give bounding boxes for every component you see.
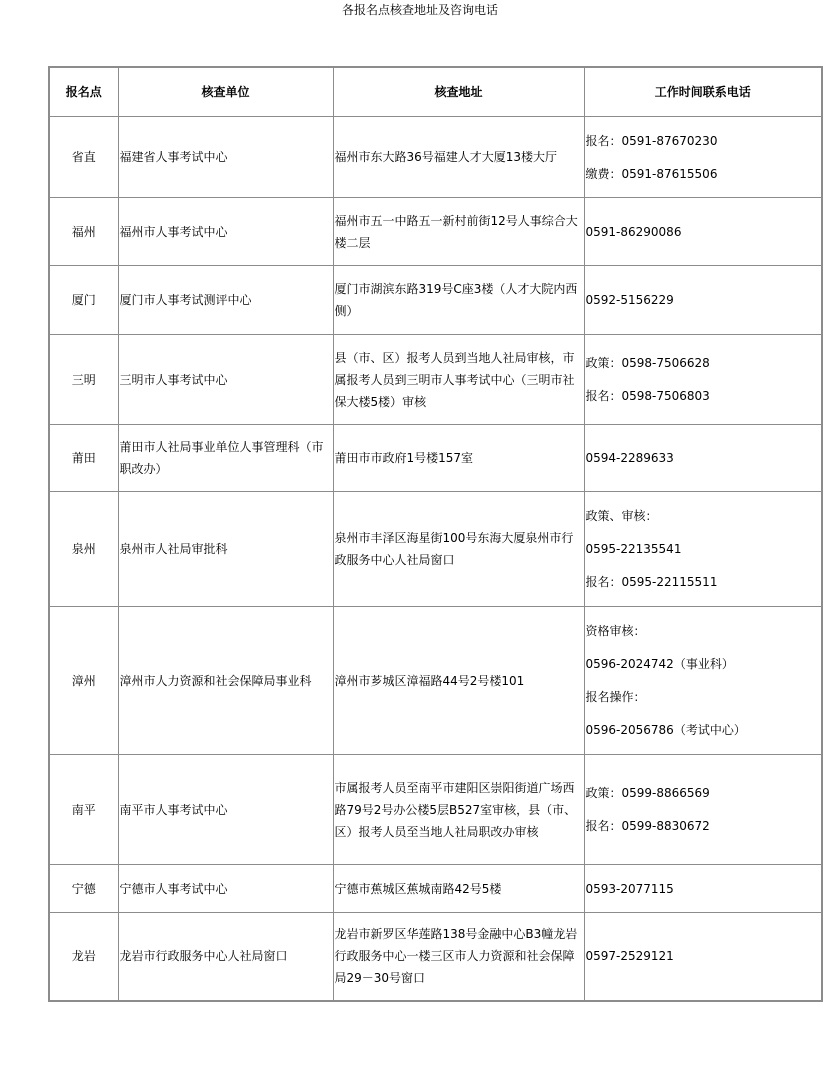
phone-cell [584, 117, 822, 198]
table-body [49, 117, 822, 1001]
unit-cell: 漳州市人力资源和社会保障局事业科 [118, 607, 333, 755]
phone-line: 政策、审核： [585, 509, 658, 523]
site-cell: 省直 [49, 117, 118, 198]
phone-cell [584, 266, 822, 335]
phone-cell [584, 755, 822, 865]
unit-cell: 龙岩市行政服务中心人社局窗口 [118, 913, 333, 1001]
table-header-row [49, 67, 822, 117]
table-row [49, 492, 822, 607]
address-cell: 漳州市芗城区漳福路44号2号楼101 [333, 607, 584, 755]
phone-line: 0595-22135541 [585, 542, 682, 556]
table-row [49, 755, 822, 865]
unit-cell: 厦门市人事考试测评中心 [118, 266, 333, 335]
phone-cell [584, 607, 822, 755]
phone-line: 报名操作： [585, 690, 646, 704]
table-row [49, 425, 822, 492]
address-cell: 福州市东大路36号福建人才大厦13楼大厅 [333, 117, 584, 198]
phone-cell [584, 913, 822, 1001]
site-cell: 莆田 [49, 425, 118, 492]
address-cell: 莆田市市政府1号楼157室 [333, 425, 584, 492]
phone-line: 0592-5156229 [585, 293, 674, 307]
phone-line: 0596-2024742（事业科） [585, 657, 734, 671]
header-site: 报名点 [49, 67, 118, 117]
phone-cell [584, 492, 822, 607]
phone-line: 报名：0595-22115511 [585, 575, 718, 589]
unit-cell: 宁德市人事考试中心 [118, 865, 333, 913]
site-cell: 龙岩 [49, 913, 118, 1001]
phone-cell [584, 335, 822, 425]
address-cell: 厦门市湖滨东路319号C座3楼（人才大院内西侧） [333, 266, 584, 335]
unit-cell: 泉州市人社局审批科 [118, 492, 333, 607]
table-row [49, 335, 822, 425]
phone-cell [584, 425, 822, 492]
phone-line: 资格审核： [585, 624, 646, 638]
address-cell: 市属报考人员至南平市建阳区崇阳街道广场西路79号2号办公楼5层B527室审核，县（市、区）报考人员至当地人社局职改办审核 [333, 755, 584, 865]
phone-line: 政策：0599-8866569 [585, 786, 710, 800]
phone-line: 0597-2529121 [585, 949, 674, 964]
site-cell: 漳州 [49, 607, 118, 755]
table-row [49, 607, 822, 755]
address-cell: 宁德市蕉城区蕉城南路42号5楼 [333, 865, 584, 913]
site-cell: 南平 [49, 755, 118, 865]
unit-cell: 福建省人事考试中心 [118, 117, 333, 198]
header-phone: 工作时间联系电话 [584, 67, 822, 117]
phone-line: 缴费：0591-87615506 [585, 166, 718, 181]
table-row [49, 198, 822, 266]
phone-line: 0591-86290086 [585, 224, 682, 239]
address-cell: 龙岩市新罗区华莲路138号金融中心B3幢龙岩行政服务中心一楼三区市人力资源和社会保障局29－30号窗口 [333, 913, 584, 1001]
table-row [49, 865, 822, 913]
site-cell: 福州 [49, 198, 118, 266]
address-cell: 福州市五一中路五一新村前街12号人事综合大楼二层 [333, 198, 584, 266]
table-row [49, 117, 822, 198]
phone-line: 政策：0598-7506628 [585, 356, 710, 370]
site-cell: 泉州 [49, 492, 118, 607]
phone-line: 报名：0598-7506803 [585, 389, 710, 403]
phone-line: 0594-2289633 [585, 451, 674, 465]
contact-table [48, 66, 823, 1002]
unit-cell: 莆田市人社局事业单位人事管理科（市职改办） [118, 425, 333, 492]
address-cell: 泉州市丰泽区海星街100号东海大厦泉州市行政服务中心人社局窗口 [333, 492, 584, 607]
phone-line: 0596-2056786（考试中心） [585, 723, 746, 737]
table-row [49, 913, 822, 1001]
phone-cell [584, 865, 822, 913]
site-cell: 厦门 [49, 266, 118, 335]
unit-cell: 南平市人事考试中心 [118, 755, 333, 865]
unit-cell: 福州市人事考试中心 [118, 198, 333, 266]
address-cell: 县（市、区）报考人员到当地人社局审核，市属报考人员到三明市人事考试中心（三明市社保大楼5楼）审核 [333, 335, 584, 425]
phone-line: 报名：0591-87670230 [585, 133, 718, 148]
phone-line: 报名：0599-8830672 [585, 819, 710, 833]
table-row [49, 266, 822, 335]
site-cell: 宁德 [49, 865, 118, 913]
header-address: 核查地址 [333, 67, 584, 117]
header-unit: 核查单位 [118, 67, 333, 117]
site-cell: 三明 [49, 335, 118, 425]
unit-cell: 三明市人事考试中心 [118, 335, 333, 425]
page-title: 各报名点核查地址及咨询电话 [341, 3, 498, 17]
phone-line: 0593-2077115 [585, 881, 674, 896]
phone-cell [584, 198, 822, 266]
